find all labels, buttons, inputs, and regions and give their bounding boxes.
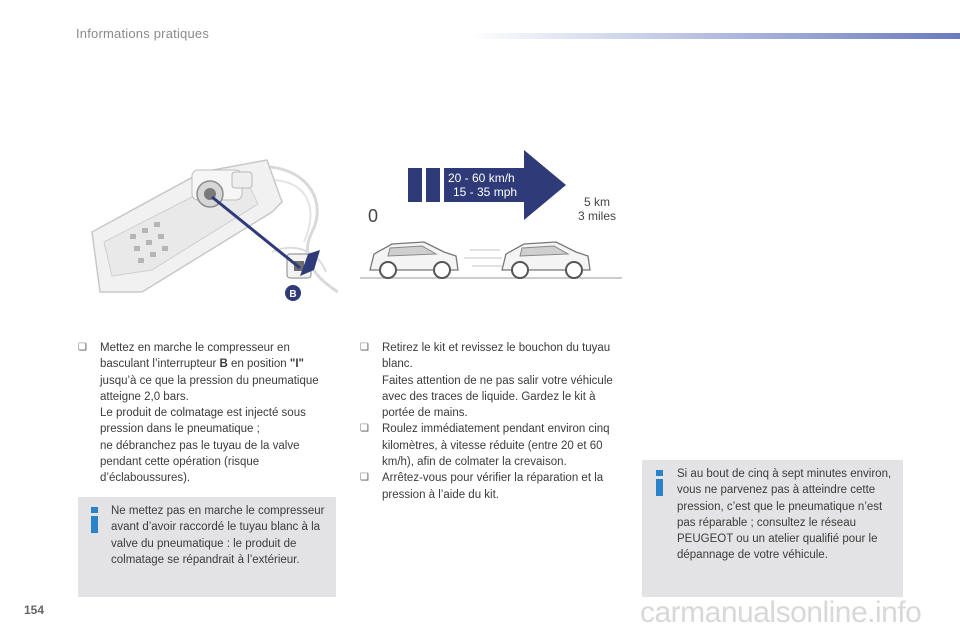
car-start-icon xyxy=(370,242,458,278)
distance-km-label: 5 km xyxy=(584,195,611,209)
middle-instructions xyxy=(360,340,628,503)
bullet-marker-icon: ❏ xyxy=(78,342,87,353)
speed-kmh-label: 20 - 60 km/h xyxy=(448,171,515,185)
info-icon xyxy=(88,507,101,533)
bullet-marker-icon: ❏ xyxy=(360,342,369,353)
switch-position: "I" xyxy=(289,358,304,371)
speed-mph-label: 15 - 35 mph xyxy=(453,185,518,199)
switch-letter: B xyxy=(219,358,228,371)
instruction-compressor: ❏ Mettez en marche le compresseur en basculant l’interrupteur B en position "I" jusqu’à ce que la pression du pneumatique atteigne 2,0 bars. Le produit de colmatage est injecté sous pression dans le pneumatique ; ne débranchez pas le tuyau de la valve pendant cette opération (risque d’éclaboussures). xyxy=(78,342,319,485)
drive-instruction-illustration xyxy=(352,142,628,294)
section-title: Informations pratiques xyxy=(76,26,210,41)
page-number: 154 xyxy=(24,603,45,617)
repair-kit-illustration xyxy=(82,142,338,312)
instruction-check: ❏ Arrêtez-vous pour vérifier la réparation et la pression à l’aide du kit. xyxy=(360,472,604,501)
info-text: Ne mettez pas en marche le compresseur avant d’avoir raccordé le tuyau blanc à la valve du pneumatique : le produit de colmatage se répandrait à l’extérieur. xyxy=(111,505,325,566)
info-icon xyxy=(653,470,666,496)
car-moving-icon xyxy=(502,242,590,278)
instruction-drive: ❏ Roulez immédiatement pendant environ cinq kilomètres, à vitesse réduite (entre 20 et 60 km/h), afin de colmater la crevaison. xyxy=(360,423,610,469)
bullet-marker-icon: ❏ xyxy=(360,423,369,435)
instruction-remove-kit: ❏ Retirez le kit et revissez le bouchon du tuyau blanc. Faites attention de ne pas salir votre véhicule avec des traces de liquide. Gardez le kit à portée de mains. xyxy=(360,342,613,420)
info-text: Si au bout de cinq à sept minutes environ, vous ne parvenez pas à atteindre cette pression, c’est que le pneumatique n’est pas réparable ; consultez le réseau PEUGEOT ou un atelier qualifié pour le dépannage de votre véhicule. xyxy=(677,468,892,562)
bullet-marker-icon: ❏ xyxy=(360,472,369,484)
distance-miles-label: 3 miles xyxy=(578,209,617,223)
watermark: carmanualsonline.info xyxy=(640,596,922,629)
info-box-not-repairable xyxy=(642,460,903,597)
left-instructions xyxy=(78,340,340,487)
header-accent-bar xyxy=(470,33,960,39)
callout-b-label: B xyxy=(289,289,297,300)
start-distance-label: 0 xyxy=(368,206,379,226)
info-box-warning xyxy=(78,497,336,597)
